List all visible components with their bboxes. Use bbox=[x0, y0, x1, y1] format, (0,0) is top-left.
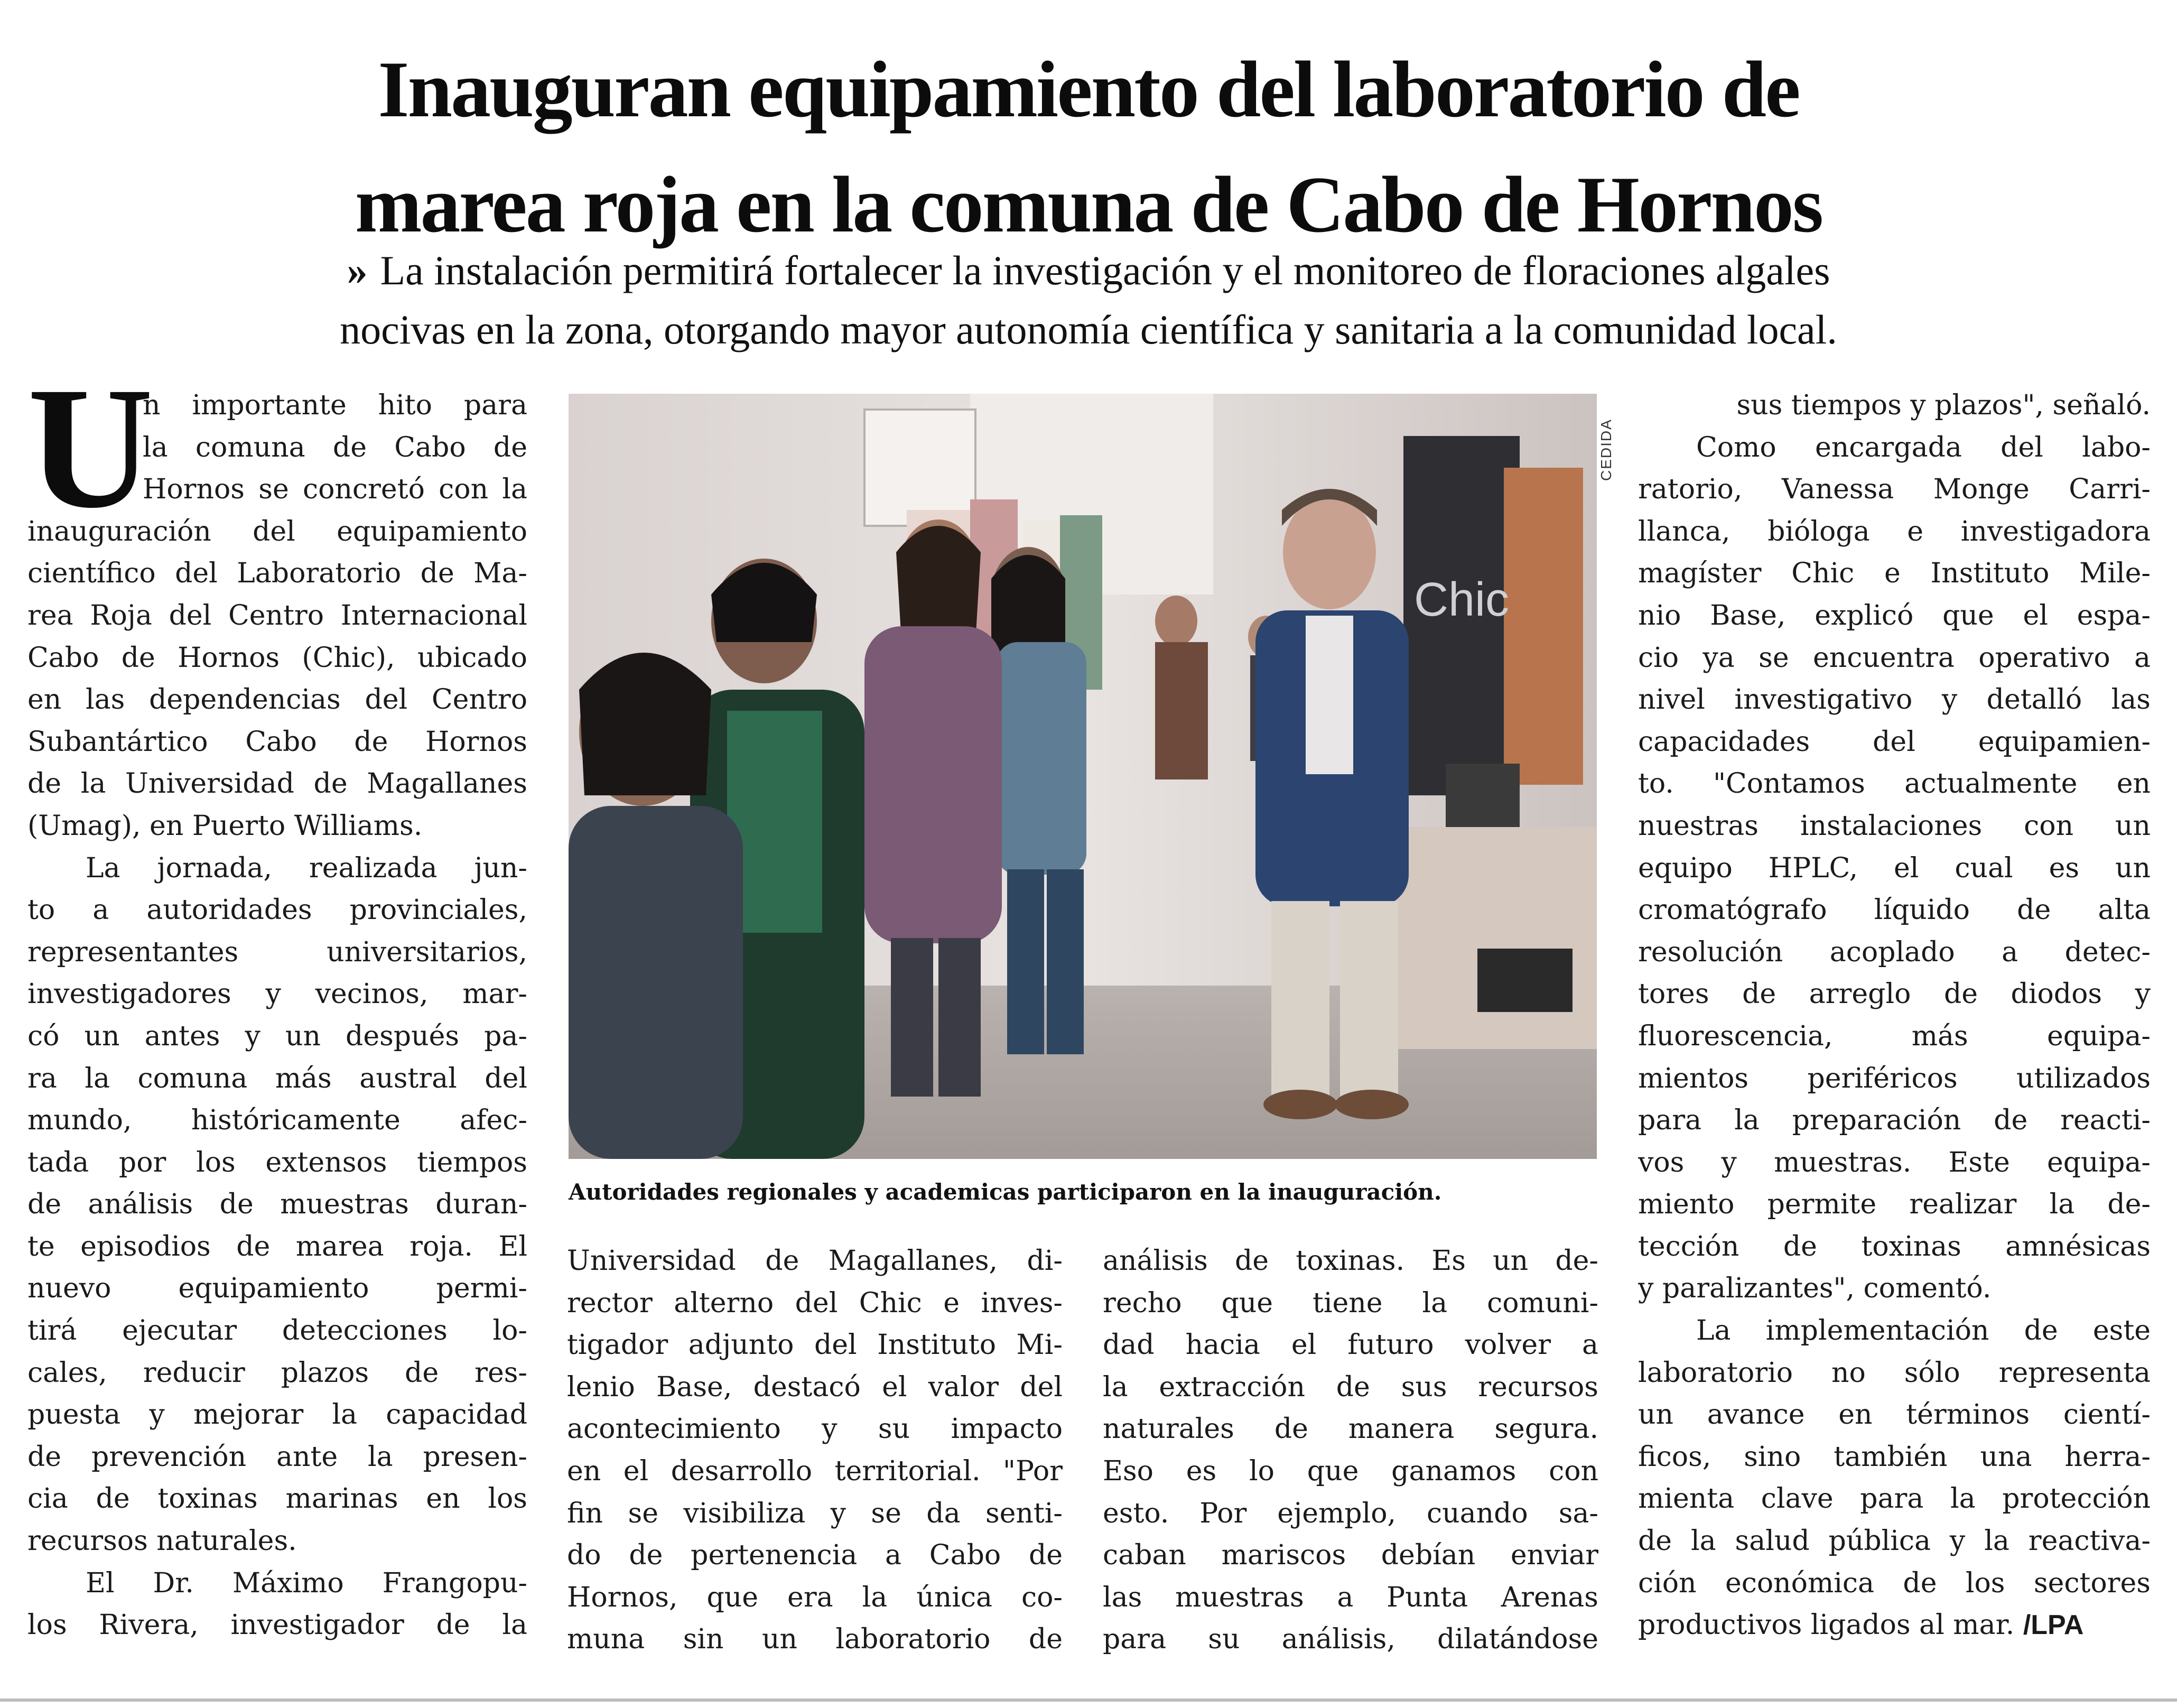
body-line: esto. Por ejemplo, cuando sa- bbox=[1103, 1497, 1598, 1529]
photo-illustration bbox=[569, 394, 1597, 1159]
body-line: caban mariscos debían enviar bbox=[1103, 1539, 1598, 1572]
body-line: Subantártico Cabo de Hornos bbox=[27, 726, 527, 758]
body-line: resolución acoplado a detec- bbox=[1638, 936, 2151, 968]
body-line: tores de arreglo de diodos y bbox=[1638, 978, 2151, 1010]
body-line: cio ya se encuentra operativo a bbox=[1638, 642, 2151, 674]
chic-sign-text: Chic bbox=[1414, 573, 1510, 626]
body-column-1 bbox=[27, 385, 527, 1647]
body-line: ra la comuna más austral del bbox=[27, 1062, 527, 1094]
body-line: acontecimiento y su impacto bbox=[567, 1413, 1063, 1445]
body-line: Eso es lo que ganamos con bbox=[1103, 1455, 1598, 1487]
final-sentence: productivos ligados al mar. bbox=[1638, 1609, 2015, 1641]
body-line: equipo HPLC, el cual es un bbox=[1638, 852, 2151, 884]
body-line: La implementación de este bbox=[1696, 1315, 2151, 1347]
chevron-marker-icon: » bbox=[347, 247, 368, 293]
headline bbox=[0, 32, 2177, 262]
drop-cap: U bbox=[27, 351, 154, 544]
body-line: recursos naturales. bbox=[27, 1525, 297, 1557]
body-line: Hornos se concretó con la bbox=[143, 474, 527, 506]
body-line: la comuna de Cabo de bbox=[143, 431, 527, 463]
body-line: inauguración del equipamiento bbox=[27, 515, 527, 547]
body-line: te episodios de marea roja. El bbox=[27, 1230, 527, 1263]
body-line: fluorescencia, más equipa- bbox=[1638, 1020, 2151, 1052]
body-line: para su análisis, dilatándose bbox=[1103, 1623, 1598, 1656]
body-line: nuevo equipamiento permi- bbox=[27, 1273, 527, 1305]
subhead-line-1 bbox=[190, 241, 1987, 300]
body-line: ción económica de los sectores bbox=[1638, 1567, 2151, 1599]
body-line: miento permite realizar la de- bbox=[1638, 1189, 2151, 1221]
body-column-3 bbox=[1103, 1240, 1598, 1661]
body-line: nio Base, explicó que el espa- bbox=[1638, 599, 2151, 632]
body-line: tada por los extensos tiempos bbox=[27, 1146, 527, 1178]
body-line: capacidades del equipamien- bbox=[1638, 726, 2151, 758]
body-line: en las dependencias del Centro bbox=[27, 684, 527, 716]
body-line: lenio Base, destacó el valor del bbox=[567, 1371, 1063, 1403]
body-line: rector alterno del Chic e inves- bbox=[567, 1287, 1063, 1319]
photo-caption: Autoridades regionales y academicas participaron en la inauguración. bbox=[569, 1179, 1442, 1205]
body-line: rea Roja del Centro Internacional bbox=[27, 599, 527, 632]
headline-line-1: Inauguran equipamiento del laboratorio de bbox=[378, 45, 1799, 134]
body-line: Hornos, que era la única co- bbox=[567, 1581, 1063, 1613]
body-line: do de pertenencia a Cabo de bbox=[567, 1539, 1063, 1572]
body-line: tección de toxinas amnésicas bbox=[1638, 1230, 2151, 1263]
body-line: dad hacia el futuro volver a bbox=[1103, 1329, 1598, 1361]
body-line: llanca, bióloga e investigadora bbox=[1638, 515, 2151, 547]
headline-line-2: marea roja en la comuna de Cabo de Hornos bbox=[355, 160, 1822, 249]
body-line: tigador adjunto del Instituto Mi- bbox=[567, 1329, 1063, 1361]
body-line: (Umag), en Puerto Williams. bbox=[27, 810, 423, 842]
body-line: laboratorio no sólo representa bbox=[1638, 1357, 2151, 1389]
body-line: mientos periféricos utilizados bbox=[1638, 1062, 2151, 1094]
body-line: El Dr. Máximo Frangopu- bbox=[86, 1567, 527, 1599]
body-line: las muestras a Punta Arenas bbox=[1103, 1581, 1598, 1613]
body-line: cromatógrafo líquido de alta bbox=[1638, 894, 2151, 926]
body-line: y paralizantes", comentó. bbox=[1638, 1273, 1992, 1305]
body-line: nivel investigativo y detalló las bbox=[1638, 684, 2151, 716]
body-line: cales, reducir plazos de res- bbox=[27, 1357, 527, 1389]
body-line: mundo, históricamente afec- bbox=[27, 1104, 527, 1137]
body-line: naturales de manera segura. bbox=[1103, 1413, 1598, 1445]
body-line: vos y muestras. Este equipa- bbox=[1638, 1146, 2151, 1178]
body-line: magíster Chic e Instituto Mile- bbox=[1638, 558, 2151, 590]
bottom-rule bbox=[0, 1698, 2177, 1702]
body-line: mienta clave para la protección bbox=[1638, 1483, 2151, 1515]
body-line: ficos, sino también una herra- bbox=[1638, 1441, 2151, 1473]
author-signature: /LPA bbox=[2023, 1610, 2084, 1641]
body-line: de prevención ante la presen- bbox=[27, 1441, 527, 1473]
body-line: to. "Contamos actualmente en bbox=[1638, 768, 2151, 800]
body-column-2 bbox=[567, 1240, 1063, 1661]
body-line: cia de toxinas marinas en los bbox=[27, 1483, 527, 1515]
body-line: ratorio, Vanessa Monge Carri- bbox=[1638, 474, 2151, 506]
body-line: muna sin un laboratorio de bbox=[567, 1623, 1063, 1656]
body-line: fin se visibiliza y se da senti- bbox=[567, 1497, 1063, 1529]
body-line: representantes universitarios, bbox=[27, 936, 527, 968]
body-line: recho que tiene la comuni- bbox=[1103, 1287, 1598, 1319]
body-line: los Rivera, investigador de la bbox=[27, 1609, 527, 1641]
body-line: en el desarrollo territorial. "Por bbox=[567, 1455, 1063, 1487]
subhead-line-2: nocivas en la zona, otorgando mayor autonomía científica y sanitaria a la comunidad local. bbox=[340, 307, 1837, 352]
body-line: Cabo de Hornos (Chic), ubicado bbox=[27, 642, 527, 674]
body-column-4 bbox=[1638, 385, 2151, 1647]
body-line: puesta y mejorar la capacidad bbox=[27, 1399, 527, 1431]
body-line: la extracción de sus recursos bbox=[1103, 1371, 1598, 1403]
body-line: sus tiempos y plazos", señaló. bbox=[1736, 389, 2151, 421]
body-line: to a autoridades provinciales, bbox=[27, 894, 527, 926]
article-photo bbox=[569, 394, 1597, 1159]
photo-credit: CEDIDA bbox=[1598, 419, 1614, 481]
body-line: de análisis de muestras duran- bbox=[27, 1189, 527, 1221]
body-line: Como encargada del labo- bbox=[1696, 431, 2151, 463]
body-line: La jornada, realizada jun- bbox=[86, 852, 527, 884]
body-line: de la salud pública y la reactiva- bbox=[1638, 1525, 2151, 1557]
body-line: nuestras instalaciones con un bbox=[1638, 810, 2151, 842]
body-line: Universidad de Magallanes, di- bbox=[567, 1245, 1063, 1277]
body-line: n importante hito para bbox=[143, 389, 527, 421]
body-line: para la preparación de reacti- bbox=[1638, 1104, 2151, 1137]
body-line: un avance en términos cientí- bbox=[1638, 1399, 2151, 1431]
subheadline bbox=[190, 241, 1987, 359]
body-line: tirá ejecutar detecciones lo- bbox=[27, 1315, 527, 1347]
subhead-text-1: La instalación permitirá fortalecer la investigación y el monitoreo de floraciones algales bbox=[380, 247, 1830, 293]
body-line: análisis de toxinas. Es un de- bbox=[1103, 1245, 1598, 1277]
body-line: investigadores y vecinos, mar- bbox=[27, 978, 527, 1010]
body-line-final bbox=[1638, 1604, 2151, 1647]
body-line: có un antes y un después pa- bbox=[27, 1020, 527, 1052]
body-line: científico del Laboratorio de Ma- bbox=[27, 558, 527, 590]
body-line: de la Universidad de Magallanes bbox=[27, 768, 527, 800]
